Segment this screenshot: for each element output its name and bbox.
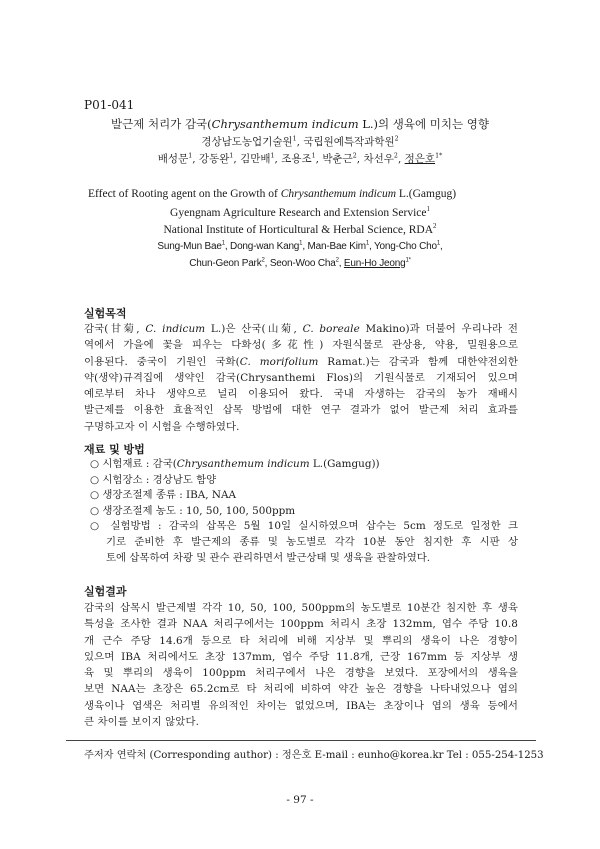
korean-title-pre: 발근제 처리가 감국(	[110, 117, 212, 131]
results-line: 있으며 IBA 처리에서도 초장 137mm, 엽수 주당 11.8개, 근장 167mm 등 지상부 생	[84, 650, 518, 663]
author-name: Eun-Ho Jeong	[343, 258, 406, 269]
methods-item-text: 생장조절제 종류 : IBA, NAA	[102, 489, 237, 502]
page-number: - 97 -	[286, 794, 314, 806]
author-name: Seon-Woo Cha	[269, 258, 336, 269]
korean-authors: 배성문$^1$, 강동완$^1$, 김만배$^1$, 조용조$^1$, 박춘근$^2$, 차선우$^2$, 정은호$^{1*}$	[157, 152, 443, 165]
results-line: 육 및 뿌리의 생육이 100ppm 처리구에서 나은 경향을 보였다. 포장에서의 생육을	[84, 667, 518, 680]
bullet-icon: ○	[90, 504, 100, 517]
english-authors-line-2: Chun-Geon Park$^2$, Seon-Woo Cha$^2$, Eun-Ho Jeong$^{1*}$	[189, 257, 411, 269]
english-affiliation-2-sup: 2	[433, 223, 437, 231]
korean-affiliation-2: 국립원예특작과학원	[303, 136, 395, 148]
results-paragraph	[84, 600, 518, 730]
methods-item	[90, 519, 518, 535]
author-affiliation-mark: 1	[299, 240, 303, 247]
korean-title-species: Chrysanthemum indicum	[211, 117, 359, 131]
author-affiliation-mark: 2	[352, 152, 357, 160]
bullet-icon: ○	[90, 473, 100, 486]
author-name: 조용조	[281, 153, 312, 165]
abstract-code: P01-041	[84, 98, 135, 112]
author-name: 배성문	[157, 153, 189, 165]
author-affiliation-mark: 1*	[435, 152, 443, 160]
purpose-line: 구명하고자 이 시험을 수행하였다.	[84, 420, 240, 433]
author-affiliation-mark: 2	[261, 257, 265, 264]
bullet-icon: ○	[90, 489, 100, 502]
results-line: 보면 NAA는 초장은 65.2cm로 타 처리에 비하여 약간 높은 경향을 나타내었으나 엽의	[84, 683, 518, 696]
author-affiliation-mark: 1	[221, 240, 225, 247]
author-name: 박춘근	[322, 153, 353, 165]
methods-heading: 재료 및 방법	[84, 443, 145, 456]
author-name: 강동완	[198, 153, 230, 165]
results-line: 생육이나 엽색은 처리별 유의적인 차이는 없었으며, IBA는 초장이나 엽의 생육 등에서	[84, 699, 518, 712]
purpose-heading: 실험목적	[84, 307, 127, 320]
author-affiliation-mark: 1	[229, 152, 234, 160]
korean-affiliation-1: 경상남도농업기술원	[201, 136, 293, 148]
author-name: 김만배	[240, 153, 271, 165]
english-affiliation-2-text: National Institute of Horticultural & Herbal Science, RDA	[163, 224, 434, 236]
author-name: Man-Bae Kim	[307, 241, 366, 252]
results-line: 큰 차이를 보이지 않았다.	[84, 716, 199, 729]
bullet-icon: ○	[90, 520, 104, 533]
english-affiliation-1-text: Gyengnam Agriculture Research and Extension Service	[170, 207, 427, 219]
results-line: 개 근수 주당 14.6개 등으로 타 처리에 비해 지상부 및 뿌리의 생육이 나은 경향이	[84, 634, 518, 647]
methods-continuation: 토에 삽목하여 차광 및 관수 관리하면서 발근상태 및 생육을 관찰하였다.	[106, 551, 431, 564]
methods-item	[90, 488, 518, 504]
author-affiliation-mark: 2	[335, 257, 339, 264]
author-affiliation-mark: 1	[270, 152, 275, 160]
author-affiliation-mark: 1	[436, 240, 440, 247]
purpose-line: 발근제를 이용한 효율적인 삽목 방법에 대한 연구 결과가 없어 발근제 처리 효과를	[84, 404, 518, 417]
author-affiliation-mark: 1*	[405, 257, 411, 264]
purpose-line: 역에서 가을에 꽃을 피우는 다화성(多花性) 자원식물로 관상용, 약용, 밀원용으로	[84, 339, 518, 352]
bullet-icon: ○	[90, 458, 100, 470]
english-title-pre: Effect of Rooting agent on the Growth of	[88, 188, 281, 200]
methods-item-text: 시험장소 : 경상남도 함양	[102, 473, 217, 486]
english-affiliation-2	[0, 224, 600, 236]
english-authors-line-1: Sung-Mun Bae$^1$, Dong-wan Kang$^1$, Man-Bae Kim$^1$, Yong-Cho Cho$^1$,	[157, 240, 443, 252]
author-name: Sung-Mun Bae	[157, 241, 222, 252]
purpose-line: 감국(甘菊, C. indicum L.)은 산국(山菊, C. boreale Makino)과 더불어 우리나라 전	[84, 323, 518, 335]
author-affiliation-mark: 2	[393, 152, 398, 160]
purpose-line: 예로부터 차나 생약으로 널리 이용되어 왔다. 국내 자생하는 감국의 농가 재배시	[84, 388, 518, 401]
purpose-paragraph	[84, 321, 518, 435]
english-title-species: Chrysanthemum indicum	[280, 188, 396, 200]
author-affiliation-mark: 1	[188, 152, 193, 160]
footer-divider	[66, 740, 536, 741]
author-affiliation-mark: 1	[311, 152, 316, 160]
korean-affiliation-separator: ,	[296, 136, 304, 148]
english-affiliation-1-sup: 1	[426, 206, 430, 214]
methods-item-text: 생장조절제 농도 : 10, 50, 100, 500ppm	[102, 504, 296, 517]
author-name: 정은호	[404, 153, 436, 165]
korean-title	[0, 116, 600, 132]
results-line: 감국의 삽목시 발근제별 각각 10, 50, 100, 500ppm의 농도별로 10분간 침지한 후 생육	[84, 602, 518, 614]
english-affiliation-1	[0, 207, 600, 219]
results-heading: 실험결과	[84, 585, 127, 598]
author-name: Yong-Cho Cho	[374, 241, 437, 252]
methods-item	[90, 457, 518, 473]
author-name: Dong-wan Kang	[230, 241, 300, 252]
purpose-line: 약(생약)규격집에 생약인 감국(Chrysanthemi Flos)의 기원식물로 기재되어 있으며	[84, 371, 518, 384]
corresponding-author: 주저자 연락처 (Corresponding author) : 정은호 E-mail : eunho@korea.kr Tel : 055-254-1253	[84, 750, 544, 761]
purpose-line: 이용된다. 중국이 기원인 국화(C. morifolium Ramat.)는 감국과 함께 대한약전외한	[84, 355, 518, 368]
korean-title-post: L.)의 생육에 미치는 영향	[358, 117, 489, 131]
english-title	[88, 188, 456, 200]
methods-list	[90, 457, 518, 566]
methods-continuation: 기로 준비한 후 발근제의 종류 및 농도별로 각각 10분 동안 침지한 후 시판 상	[106, 535, 518, 548]
results-line: 특성을 조사한 결과 NAA 처리구에서는 100ppm 처리시 초장 132mm, 엽수 주당 10.8	[84, 618, 518, 631]
author-affiliation-mark: 1	[365, 240, 370, 247]
author-name: 차선우	[363, 153, 394, 165]
korean-affiliations: 경상남도농업기술원$^1$, 국립원예특작과학원$^2$	[201, 135, 399, 148]
methods-item-text: 시험재료 : 감국(Chrysanthemum indicum L.(Gamgug))	[102, 458, 380, 470]
methods-item	[90, 473, 518, 489]
english-title-post: L.(Gamgug)	[396, 188, 457, 200]
methods-item	[90, 504, 518, 520]
methods-item-text: 실험방법 : 감국의 삽목은 5월 10일 실시하였으며 삽수는 5cm 정도로 일정한 크	[110, 520, 518, 533]
author-name: Chun-Geon Park	[189, 258, 262, 269]
